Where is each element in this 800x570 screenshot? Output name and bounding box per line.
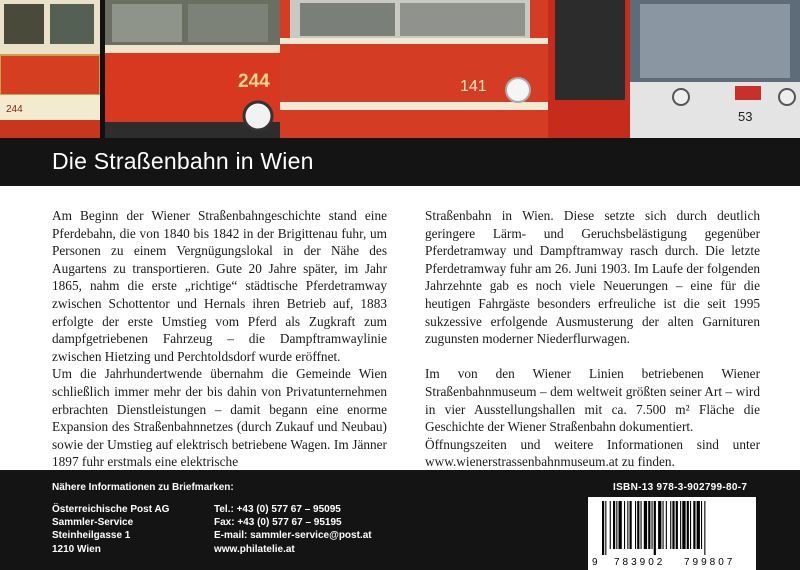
barcode-bar — [666, 501, 667, 549]
barcode-bar — [630, 501, 632, 549]
text-column-right — [425, 207, 760, 471]
car-number-141: 141 — [460, 78, 487, 95]
fax-number: Fax: +43 (0) 577 67 – 95195 — [214, 517, 342, 529]
barcode-bar — [690, 501, 691, 549]
barcode-bar — [648, 501, 650, 549]
barcode-bar — [658, 501, 661, 549]
page-title: Die Straßenbahn in Wien — [52, 148, 314, 174]
paragraph-spacer — [425, 348, 760, 366]
title-band — [0, 138, 800, 186]
footer-band — [0, 470, 800, 570]
barcode-bar — [693, 501, 695, 549]
barcode-bar — [687, 501, 689, 549]
address-line: Österreichische Post AG — [52, 504, 170, 515]
barcode-bar — [672, 501, 674, 549]
barcode-digits-left: 783902 — [614, 557, 666, 568]
header-photo-trams — [0, 0, 800, 138]
contact-info — [214, 503, 372, 556]
barcode-bar — [680, 501, 681, 549]
barcode-bar — [624, 501, 625, 549]
barcode-bar — [701, 501, 702, 549]
barcode-bar — [697, 501, 700, 549]
barcode-bar — [605, 501, 606, 555]
address-line: 1210 Wien — [52, 543, 101, 555]
car-number-53: 53 — [738, 109, 753, 124]
address-line: Sammler-Service — [52, 517, 134, 529]
address-line: Steinheilgasse 1 — [52, 530, 131, 542]
barcode-bar — [652, 501, 653, 549]
car-number-244: 244 — [238, 71, 270, 92]
text-column-left — [52, 207, 387, 471]
phone-number: Tel.: +43 (0) 577 67 – 95095 — [214, 504, 341, 515]
barcode-bar — [637, 501, 639, 549]
barcode-bar — [644, 501, 647, 549]
barcode-bar — [616, 501, 617, 549]
barcode-bar — [670, 501, 671, 549]
barcode-digits-right: 799807 — [684, 557, 736, 568]
paragraph: Um die Jahrhundertwende übernahm die Gemeinde Wien schließlich immer mehr der bis dahin von Privatunternehmen erbrachten Dienstleistungen – damit begann eine enorme Expansion des Straßenbahnnetzes (durch Zukauf und Neubau) sowie der Umstieg auf elektrisch betriebene Wagen. Im Jänner 1897 fuhr erstmals eine elektrische — [52, 366, 387, 470]
barcode-bar — [602, 501, 604, 555]
tram-photo-image — [0, 0, 800, 138]
footer-heading: Nähere Informationen zu Briefmarken: — [52, 482, 234, 493]
barcode-bar — [682, 501, 685, 549]
barcode-bar — [619, 501, 622, 549]
barcode-bar — [635, 501, 636, 549]
email-address: E-mail: sammler-service@post.at — [214, 530, 372, 542]
barcode-bar — [654, 501, 656, 555]
paragraph: Am Beginn der Wiener Straßenbahngeschichte stand eine Pferdebahn, die von 1840 bis 1842 in der Brigittenau fuhr, um Personen zu einem Vergnügungslokal in der Nähe des Augartens zu transportieren. Gute 20 Jahre später, im Jahr 1865, nahm die erste „richtige“ städtische Pferdetramway zwischen Schottentor und Hernals ihren Betrieb auf, 1883 erfolgte der erste Umstieg vom Pferd als Zugkraft zum dampfgetriebenen Fahrzeug – die Dampftramwaylinie zwischen Hietzing und Perchtoldsdorf wurde eröffnet. — [52, 208, 387, 364]
barcode-bar — [613, 501, 615, 549]
barcode-bar — [610, 501, 611, 549]
isbn-label: ISBN-13 978-3-902799-80-7 — [613, 482, 748, 493]
barcode-bar — [676, 501, 678, 549]
side-number: 244 — [6, 104, 23, 115]
barcode-bar — [641, 501, 642, 549]
barcode-bar — [627, 501, 628, 549]
article-body — [52, 207, 780, 469]
paragraph: Im von den Wiener Linien betriebenen Wiener Straßenbahnmuseum – dem weltweit größten seiner Art – wird in vier Ausstellungshallen mit ca. 7.500 m² Fläche die Geschichte der Wiener Straßenbahn dokumentiert. — [425, 366, 760, 435]
barcode — [588, 497, 756, 570]
barcode-bars — [588, 497, 756, 555]
barcode-bar — [663, 501, 664, 549]
postal-address — [52, 503, 169, 556]
website-url: www.philatelie.at — [214, 543, 295, 555]
barcode-digit-first: 9 — [592, 557, 598, 568]
paragraph: Öffnungszeiten und weitere Informationen sind unter www.wienerstrassenbahnmuseum.at zu finden. — [425, 436, 760, 470]
paragraph: Straßenbahn in Wien. Diese setzte sich durch deutlich geringere Lärm- und Geruchsbelästigung gegenüber Pferdetramway und Dampftramway rasch durch. Die letzte Pferdetramway fuhr am 26. Juni 1903. Im Laufe der folgenden Jahrzehnte gab es noch viele Neuerungen – eine für die heutigen Fahrgäste besonders erfreuliche ist die seit 1995 sukzessive erfolgende Ausmusterung der alten Garnituren zugunsten moderner Niederflurwagen. — [425, 208, 760, 347]
barcode-bar — [704, 501, 705, 555]
